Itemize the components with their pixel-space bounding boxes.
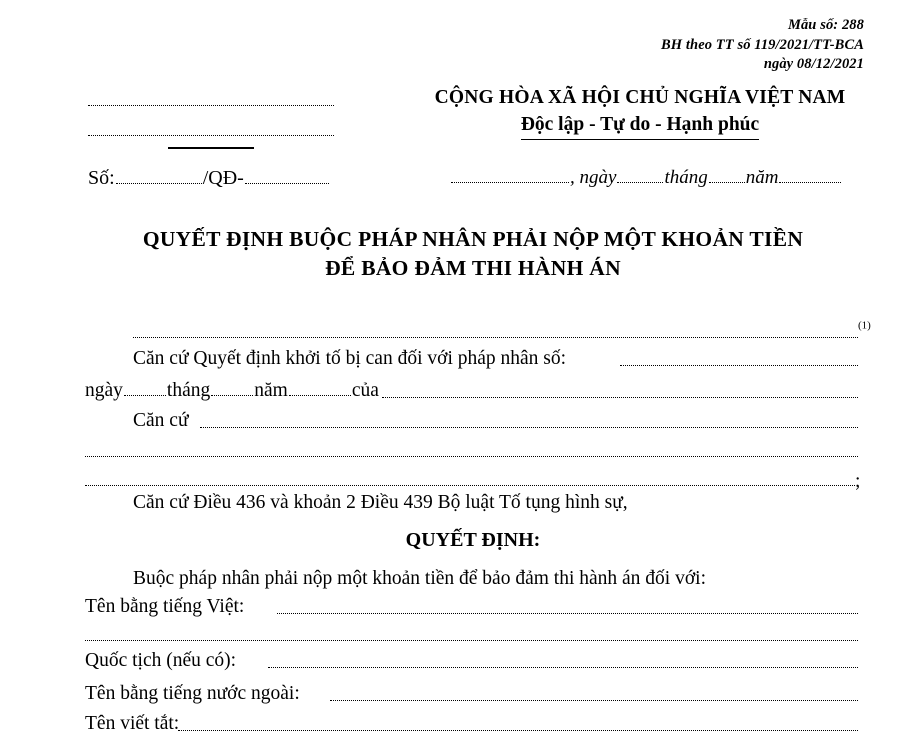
document-number-input[interactable] bbox=[116, 169, 202, 184]
page-title-line-1: QUYẾT ĐỊNH BUỘC PHÁP NHÂN PHẢI NỘP MỘT KHOẢN TIỀN bbox=[142, 227, 804, 251]
national-heading-line-2 bbox=[390, 113, 890, 140]
date-year-label: năm bbox=[745, 167, 779, 188]
field-nationality-input[interactable] bbox=[268, 667, 858, 668]
basis-criminal-charge-line bbox=[133, 346, 566, 371]
basis-year-label: năm bbox=[254, 380, 288, 401]
issuing-agency-block bbox=[88, 88, 334, 149]
date-month-input[interactable] bbox=[709, 168, 745, 183]
page-title bbox=[60, 225, 886, 283]
basis-issuing-body-input[interactable] bbox=[382, 397, 858, 398]
place-date-line bbox=[450, 166, 842, 190]
date-month-label: tháng bbox=[664, 167, 708, 188]
basis-generic-continuation-2[interactable] bbox=[85, 485, 855, 486]
national-heading bbox=[390, 86, 890, 140]
basis-month-label: tháng bbox=[166, 380, 211, 401]
place-input[interactable] bbox=[451, 168, 569, 183]
issuer-footnote-marker: (1) bbox=[858, 319, 871, 332]
agency-name-line-2[interactable] bbox=[88, 118, 334, 136]
decision-sentence: Buộc pháp nhân phải nộp một khoản tiền để bảo đảm thi hành án đối với: bbox=[133, 568, 706, 589]
basis-of-label: của bbox=[351, 380, 379, 401]
document-number-line bbox=[88, 166, 330, 190]
basis-month-input[interactable] bbox=[211, 381, 253, 396]
form-code-line-2: BH theo TT số 119/2021/TT-BCA bbox=[661, 36, 864, 53]
page-title-line-2: ĐỂ BẢO ĐẢM THI HÀNH ÁN bbox=[325, 256, 621, 280]
decision-heading: QUYẾT ĐỊNH: bbox=[405, 529, 541, 551]
date-day-input[interactable] bbox=[617, 168, 663, 183]
field-vietnamese-name-input[interactable] bbox=[277, 613, 858, 614]
field-nationality-label: Quốc tịch (nếu có): bbox=[85, 650, 237, 671]
agency-divider-rule bbox=[168, 147, 254, 149]
basis-criminal-charge-label: Căn cứ Quyết định khởi tố bị can đối với pháp nhân số: bbox=[133, 348, 567, 369]
form-code-line-1: Mẫu số: 288 bbox=[787, 17, 864, 33]
document-number-suffix-input[interactable] bbox=[245, 169, 329, 184]
form-code-block bbox=[661, 16, 864, 75]
basis-day-label: ngày bbox=[85, 380, 123, 401]
basis-generic-input[interactable] bbox=[200, 427, 858, 428]
field-abbreviation-label: Tên viết tắt: bbox=[85, 713, 180, 733]
field-foreign-name-label: Tên bằng tiếng nước ngoài: bbox=[85, 683, 300, 704]
date-day-label: , ngày bbox=[570, 167, 617, 188]
field-vietnamese-name-label: Tên bằng tiếng Việt: bbox=[85, 596, 245, 617]
field-vietnamese-name-continuation[interactable] bbox=[85, 640, 858, 641]
basis-criminal-charge-date-line bbox=[85, 378, 379, 403]
issuer-name-input[interactable] bbox=[133, 337, 858, 338]
basis-criminal-charge-number-input[interactable] bbox=[620, 365, 858, 366]
basis-generic-label: Căn cứ bbox=[133, 410, 189, 431]
national-motto: Độc lập - Tự do - Hạnh phúc bbox=[521, 113, 759, 140]
form-code-line-3: ngày 08/12/2021 bbox=[763, 56, 864, 72]
field-abbreviation-input[interactable] bbox=[178, 730, 858, 731]
document-number-separator: /QĐ- bbox=[202, 167, 244, 189]
document-number-label: Số: bbox=[88, 167, 115, 189]
field-foreign-name-input[interactable] bbox=[330, 700, 858, 701]
basis-year-input[interactable] bbox=[289, 381, 351, 396]
date-year-input[interactable] bbox=[779, 168, 841, 183]
basis-generic-terminator: ; bbox=[855, 471, 861, 492]
basis-law-article-line: Căn cứ Điều 436 và khoản 2 Điều 439 Bộ luật Tố tụng hình sự, bbox=[133, 492, 628, 513]
national-heading-line-1: CỘNG HÒA XÃ HỘI CHỦ NGHĨA VIỆT NAM bbox=[434, 87, 846, 108]
basis-generic-continuation-1[interactable] bbox=[85, 456, 858, 457]
basis-generic-line bbox=[133, 408, 189, 433]
agency-name-line-1[interactable] bbox=[88, 88, 334, 106]
basis-day-input[interactable] bbox=[124, 381, 166, 396]
